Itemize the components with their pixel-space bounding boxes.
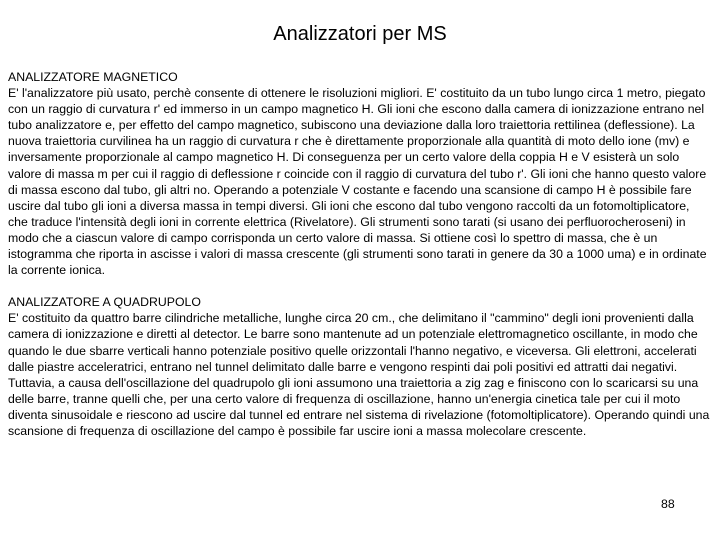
section-quadrupole-analyzer xyxy=(8,294,712,439)
slide-content xyxy=(8,69,712,455)
page-number: 88 xyxy=(661,497,675,511)
section-body: E' l'analizzatore più usato, perchè consente di ottenere le risoluzioni migliori. E' costituito da un tubo lungo circa 1 metro, piegato con un raggio di curvatura r' ed immerso in un campo magnetico H. Gli ioni che escono dalla camera di ionizzazione entrano nel tubo analizzatore e, per effetto del campo magnetico, subiscono una deviazione dalla loro traiettoria rettilinea (deflessione). La nuova traiettoria curvilinea ha un raggio di curvatura r che è direttamente proporzionale alla quantità di moto dello ione (mv) e inversamente proporzionale al campo magnetico H. Di conseguenza per un certo valore della coppia H e V esisterà un solo valore di massa m per cui il raggio di deflessione r coincide con il raggio di curvatura del tubo r'. Gli ioni che hanno questo valore di massa escono dal tubo, gli altri no. Operando a potenziale V costante e facendo una scansione di campo H è possibile fare uscire dal tubo gli ioni a diversa massa in tempi diversi. Gli ioni che escono dal tubo vengono raccolti da un fotomoltiplicatore, che traduce l'intensità degli ioni in corrente elettrica (Rivelatore). Gli strumenti sono tarati (si usano dei perfluorocheroseni) in modo che a ciascun valore di campo corrisponda un certo valore di massa. Si ottiene così lo spettro di massa, che è un istogramma che riporta in ascisse i valori di massa crescente (gli strumenti sono tarati in genere da 30 a 1000 uma) e in ordinate la corrente ionica. xyxy=(8,86,707,278)
section-magnetic-analyzer xyxy=(8,69,712,278)
section-heading: ANALIZZATORE MAGNETICO xyxy=(8,70,178,84)
section-heading: ANALIZZATORE A QUADRUPOLO xyxy=(8,295,201,310)
section-body: E' costituito da quattro barre cilindriche metalliche, lunghe circa 20 cm., che delimitano il "cammino" degli ioni provenienti dalla camera di ionizzazione e diretti al detector. Le barre sono mantenute ad un potenziale elettromagnetico oscillante, in modo che quando le due sbarre verticali hanno potenziale positivo quelle orizzontali l'hanno negativo, e viceversa. Gli elettroni, accelerati dalle piastre acceleratrici, entrano nel tunnel delimitato dalle barre e vengono respinti dai poli positivi ed attratti dai negativi. Tuttavia, a causa dell'oscillazione del quadrupolo gli ioni assumono una traiettoria a zig zag e finiscono con lo scaricarsi su una delle barre, tranne quelli che, per una certo valore di frequenza di oscillazione, hanno un'energia cinetica tale per cui il moto diventa sinusoidale e riescono ad uscire dal tunnel ed entrare nel sistema di rivelazione (fotomoltiplicatore). Operando quindi una scansione di frequenza di oscillazione del campo è possibile far uscire ioni a massa molecolare crescente. xyxy=(8,311,710,438)
slide-title: Analizzatori per MS xyxy=(273,23,447,45)
